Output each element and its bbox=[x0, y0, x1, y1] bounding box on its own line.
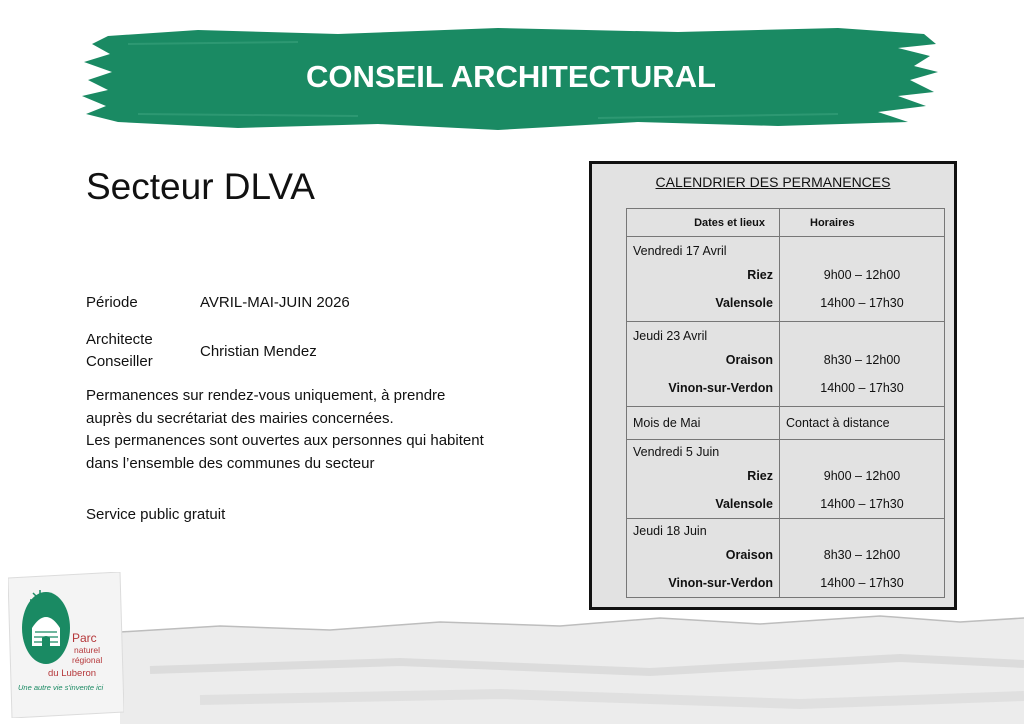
place-label: Vinon-sur-Verdon bbox=[668, 576, 773, 590]
table-header-row bbox=[627, 209, 945, 237]
architect-label-line1: Architecte bbox=[86, 331, 153, 348]
hours-label: 14h00 – 17h30 bbox=[820, 576, 904, 590]
architect-value: Christian Mendez bbox=[200, 343, 317, 360]
logo-tagline: Une autre vie s'invente ici bbox=[18, 683, 104, 692]
hours-label: 9h00 – 12h00 bbox=[823, 469, 901, 483]
date-cell bbox=[627, 237, 780, 322]
date-cell bbox=[627, 440, 780, 519]
logo-text-naturel: naturel bbox=[74, 645, 100, 655]
place-label: Valensole bbox=[715, 497, 773, 511]
torn-paper-decoration bbox=[0, 600, 1024, 724]
free-service-note: Service public gratuit bbox=[86, 506, 226, 523]
title-banner bbox=[78, 22, 944, 134]
calendar-table bbox=[626, 208, 945, 598]
table-row bbox=[627, 407, 945, 440]
table-row bbox=[627, 322, 945, 407]
hours-label: 8h30 – 12h00 bbox=[823, 548, 901, 562]
place-label: Valensole bbox=[715, 296, 773, 310]
table-row bbox=[627, 519, 945, 598]
table-row bbox=[627, 440, 945, 519]
description-line: Permanences sur rendez-vous uniquement, à prendre bbox=[86, 387, 446, 404]
remote-contact-note: Contact à distance bbox=[786, 416, 890, 430]
hours-cell bbox=[780, 519, 945, 598]
place-label: Vinon-sur-Verdon bbox=[668, 381, 773, 395]
date-cell bbox=[627, 519, 780, 598]
hours-cell bbox=[780, 237, 945, 322]
date-label: Mois de Mai bbox=[633, 416, 701, 430]
date-label: Vendredi 17 Avril bbox=[633, 244, 727, 258]
description-line: Les permanences sont ouvertes aux personnes qui habitent bbox=[86, 432, 484, 449]
hours-label: 8h30 – 12h00 bbox=[823, 353, 901, 367]
hours-cell bbox=[780, 322, 945, 407]
place-label: Riez bbox=[747, 469, 773, 483]
date-label: Jeudi 18 Juin bbox=[633, 524, 707, 538]
banner-title: CONSEIL ARCHITECTURAL bbox=[306, 59, 716, 94]
header-dates: Dates et lieux bbox=[627, 209, 780, 237]
hours-label: 14h00 – 17h30 bbox=[820, 381, 904, 395]
date-label: Jeudi 23 Avril bbox=[633, 329, 708, 343]
date-cell bbox=[627, 407, 780, 440]
place-label: Riez bbox=[747, 268, 773, 282]
description-line: auprès du secrétariat des mairies concernées. bbox=[86, 409, 394, 427]
sector-title: Secteur DLVA bbox=[86, 166, 315, 207]
period-label: Période bbox=[86, 294, 138, 311]
note-cell bbox=[780, 407, 945, 440]
date-cell bbox=[627, 322, 780, 407]
place-label: Oraison bbox=[725, 353, 773, 367]
hours-label: 9h00 – 12h00 bbox=[823, 268, 901, 282]
header-hours: Horaires bbox=[780, 209, 945, 237]
period-value: AVRIL-MAI-JUIN 2026 bbox=[200, 294, 350, 311]
hours-label: 14h00 – 17h30 bbox=[820, 497, 904, 511]
date-label: Vendredi 5 Juin bbox=[633, 445, 720, 459]
logo-text-parc: Parc bbox=[72, 631, 97, 645]
hours-label: 14h00 – 17h30 bbox=[820, 296, 904, 310]
hours-cell bbox=[780, 440, 945, 519]
logo-text-regional: régional bbox=[72, 655, 103, 665]
calendar-title: CALENDRIER DES PERMANENCES bbox=[655, 174, 891, 190]
logo-text-luberon: du Luberon bbox=[48, 668, 97, 679]
parc-luberon-logo bbox=[8, 572, 124, 718]
description-line: dans l’ensemble des communes du secteur bbox=[86, 454, 375, 472]
architect-label-line2: Conseiller bbox=[86, 353, 153, 370]
place-label: Oraison bbox=[725, 548, 773, 562]
calendar-box bbox=[589, 161, 957, 610]
table-row bbox=[627, 237, 945, 322]
description-paragraph bbox=[86, 385, 546, 475]
